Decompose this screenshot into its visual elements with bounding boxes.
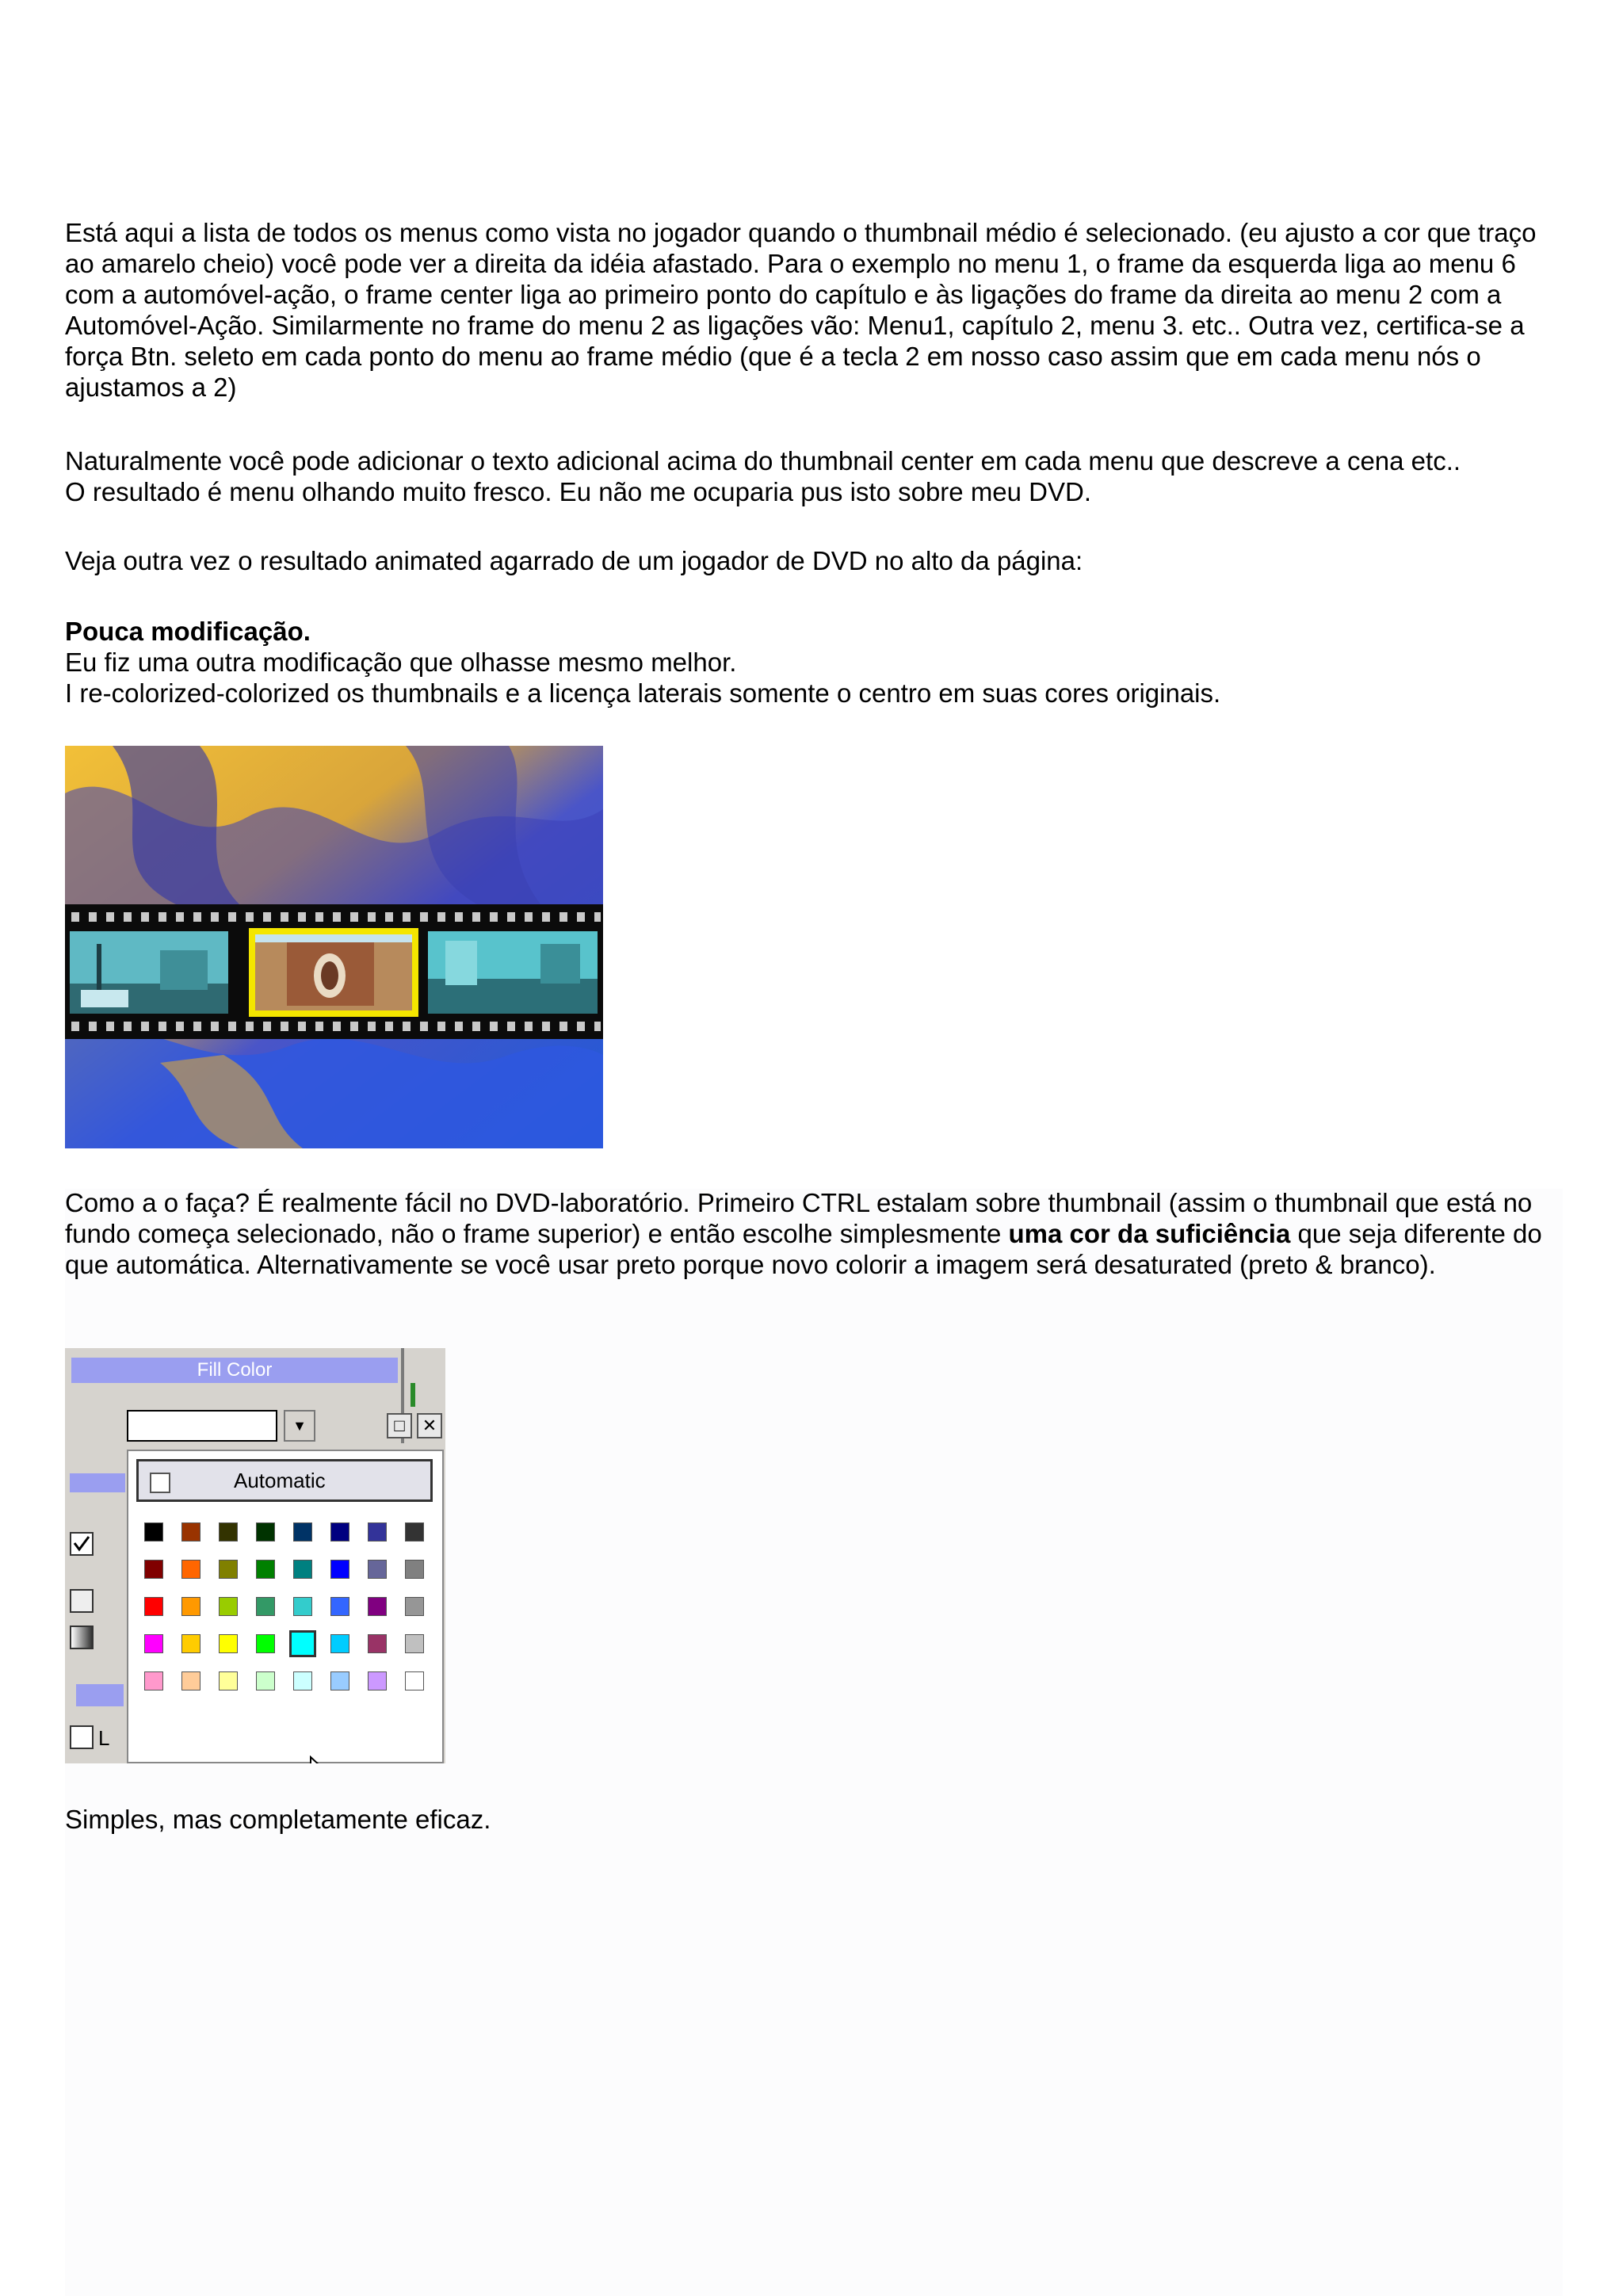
restore-icon[interactable]: □ [387, 1413, 412, 1438]
checkbox-unchecked-icon[interactable] [70, 1725, 94, 1749]
color-swatch[interactable] [181, 1560, 200, 1579]
color-swatch[interactable] [330, 1522, 349, 1541]
color-swatch[interactable] [219, 1597, 238, 1616]
automatic-label: Automatic [234, 1469, 326, 1492]
color-swatch[interactable] [368, 1560, 387, 1579]
color-swatch[interactable] [219, 1634, 238, 1653]
fill-color-combo[interactable] [127, 1410, 277, 1442]
side-bar-1 [70, 1473, 125, 1492]
mouse-cursor-icon [309, 1755, 336, 1763]
color-swatch[interactable] [256, 1634, 275, 1653]
filmstrip-menu-image [65, 746, 603, 1148]
color-swatch[interactable] [181, 1522, 200, 1541]
close-icon[interactable]: ✕ [417, 1413, 442, 1438]
how-to-text-1: Como a o faça? É realmente fácil no DVD-laboratório. Primeiro CTRL estalam sobre thumbnail (assim o thumbnail que está no fundo começa selecionado, não o frame superior) e então escolhe simplesmente [65, 1188, 1533, 1248]
section-heading: Pouca modificação. [65, 617, 311, 646]
paragraph-modification-line2: I re-colorized-colorized os thumbnails e a licença laterais somente o centro em suas cores originais. [65, 678, 1221, 708]
layer-icon[interactable] [70, 1589, 94, 1613]
color-swatch[interactable] [256, 1560, 275, 1579]
color-swatch[interactable] [330, 1671, 349, 1690]
color-swatch[interactable] [368, 1634, 387, 1653]
paragraph-natural [65, 445, 1563, 507]
color-swatch[interactable] [256, 1671, 275, 1690]
color-swatch[interactable] [256, 1597, 275, 1616]
color-swatch[interactable] [181, 1597, 200, 1616]
section-modification [65, 616, 1563, 709]
fill-color-picker-image [65, 1348, 445, 1763]
color-swatch[interactable] [144, 1560, 163, 1579]
how-to-text-2: que seja diferente do que automática. Alternativamente se você usar preto porque novo colorir a imagem será desaturated (preto & branco). [65, 1219, 1542, 1279]
paragraph-see-again: Veja outra vez o resultado animated agarrado de um jogador de DVD no alto da página: [65, 546, 1083, 575]
paragraph-how-to [65, 1187, 1563, 1280]
color-swatch[interactable] [289, 1630, 316, 1657]
color-swatch[interactable] [256, 1522, 275, 1541]
color-swatch[interactable] [293, 1522, 312, 1541]
color-swatch[interactable] [330, 1634, 349, 1653]
color-swatch[interactable] [144, 1522, 163, 1541]
color-swatch[interactable] [330, 1597, 349, 1616]
how-to-bold: uma cor da suficiência [1008, 1219, 1291, 1248]
color-swatch[interactable] [405, 1522, 424, 1541]
color-swatch[interactable] [405, 1597, 424, 1616]
automatic-swatch [150, 1473, 170, 1493]
color-swatch[interactable] [405, 1634, 424, 1653]
color-swatch[interactable] [368, 1671, 387, 1690]
color-swatch[interactable] [293, 1560, 312, 1579]
color-dropdown-pane [127, 1450, 444, 1763]
color-swatch[interactable] [405, 1671, 424, 1690]
color-swatch[interactable] [219, 1560, 238, 1579]
color-swatch[interactable] [368, 1597, 387, 1616]
fill-color-title: Fill Color [71, 1358, 398, 1383]
automatic-button[interactable] [136, 1459, 433, 1502]
color-swatch[interactable] [405, 1560, 424, 1579]
color-swatch[interactable] [219, 1671, 238, 1690]
paragraph-modification-line1: Eu fiz uma outra modificação que olhasse mesmo melhor. [65, 648, 737, 677]
color-swatch[interactable] [181, 1634, 200, 1653]
color-swatch[interactable] [219, 1522, 238, 1541]
gradient-icon[interactable] [70, 1626, 94, 1649]
combo-dropdown-icon[interactable]: ▼ [284, 1410, 315, 1442]
color-swatch[interactable] [330, 1560, 349, 1579]
color-swatch[interactable] [181, 1671, 200, 1690]
side-bar-2 [76, 1684, 124, 1706]
color-swatch[interactable] [144, 1597, 163, 1616]
color-swatch[interactable] [144, 1671, 163, 1690]
color-swatch[interactable] [144, 1634, 163, 1653]
paragraph-conclusion: Simples, mas completamente eficaz. [65, 1805, 491, 1834]
paragraph-natural-line1: Naturalmente você pode adicionar o texto adicional acima do thumbnail center em cada menu que descreve a cena etc.. [65, 446, 1461, 476]
color-swatch[interactable] [368, 1522, 387, 1541]
color-swatch[interactable] [293, 1671, 312, 1690]
checkbox-checked-icon[interactable] [70, 1532, 94, 1556]
panel-indicator [411, 1383, 415, 1407]
paragraph-natural-line2: O resultado é menu olhando muito fresco. Eu não me ocuparia pus isto sobre meu DVD. [65, 477, 1092, 506]
color-swatch[interactable] [293, 1597, 312, 1616]
side-label: L [98, 1726, 110, 1750]
paragraph-menu-list: Está aqui a lista de todos os menus como vista no jogador quando o thumbnail médio é selecionado. (eu ajusto a cor que traço ao amarelo cheio) você pode ver a direita da idéia afastado. Para o exemplo no menu 1, o frame da esquerda liga ao menu 6 com a automóvel-ação, o frame center liga ao primeiro ponto do capítulo e às ligações do frame da direita ao menu 2 com a Automóvel-Ação. Similarmente no frame do menu 2 as ligações vão: Menu1, capítulo 2, menu 3. etc.. Outra vez, certifica-se a força Btn. seleto em cada ponto do menu ao frame médio (que é a tecla 2 em nosso caso assim que em cada menu nós o ajustamos a 2) [65, 218, 1537, 402]
